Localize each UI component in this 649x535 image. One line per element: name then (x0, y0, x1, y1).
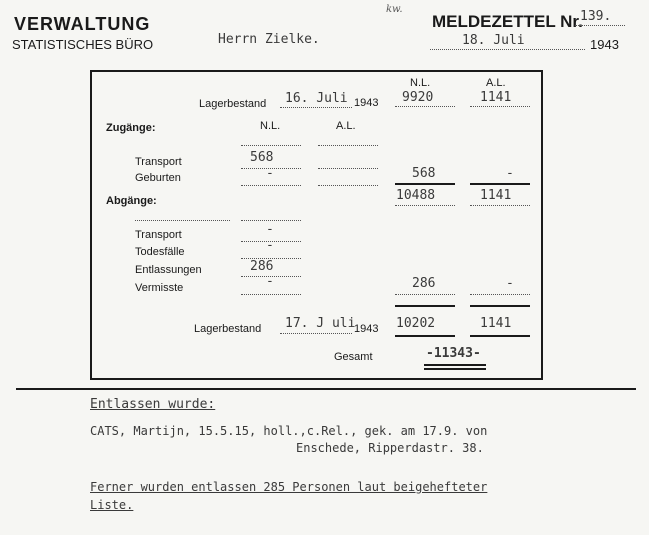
opening-date-line (280, 107, 352, 108)
doc-number-line (575, 25, 625, 26)
additions-sum-rule (395, 183, 455, 185)
after-additions-al-line (470, 205, 530, 206)
removals-blank-nl (241, 220, 301, 221)
opening-al-line (470, 106, 530, 107)
additions-subheader-nl: N.L. (260, 120, 281, 132)
opening-nl-line (395, 106, 455, 107)
closing-stock-year: 1943 (354, 323, 379, 335)
doc-date: 18. Juli (462, 33, 525, 48)
additions-row-al-line (318, 185, 378, 186)
additions-heading: Zugänge: (106, 122, 156, 134)
release-heading: Entlassen wurde: (90, 397, 216, 412)
additions-row-nl-line (241, 185, 301, 186)
release-entry-line2: Enschede, Ripperdastr. 38. (296, 441, 484, 455)
grand-total-rule (424, 368, 486, 370)
after-additions-nl-line (395, 205, 455, 206)
col-header-al: A.L. (486, 77, 506, 89)
removals-row-nl-line (241, 294, 301, 295)
closing-stock-al: 1141 (480, 316, 512, 331)
doc-date-line (430, 49, 585, 50)
closing-stock-date: 17. J uli (285, 316, 356, 331)
closing-date-line (280, 333, 352, 334)
opening-stock-date: 16. Juli (285, 91, 348, 106)
additions-blank-al (318, 145, 378, 146)
removals-heading: Abgänge: (106, 195, 157, 207)
additions-blank-nl (241, 145, 301, 146)
grand-total-label: Gesamt (334, 351, 373, 363)
removals-row-label: Entlassungen (135, 264, 202, 276)
opening-stock-year: 1943 (354, 97, 379, 109)
removals-row-nl: 286 (250, 259, 274, 274)
additions-row-label: Geburten (135, 172, 181, 184)
col-header-nl: N.L. (410, 77, 431, 89)
removals-row-label: Transport (135, 229, 182, 241)
removals-row-nl: - (266, 274, 274, 289)
removals-row-label: Vermisste (135, 282, 184, 294)
additions-total-al: - (506, 166, 514, 181)
removals-row-label: Todesfälle (135, 246, 185, 258)
doc-number: 139. (580, 9, 612, 24)
removals-sum-rule (395, 305, 455, 307)
closing-stock-nl: 10202 (396, 316, 436, 331)
handwritten-annotation: kw. (386, 4, 403, 15)
opening-stock-label: Lagerbestand (199, 98, 267, 110)
additions-subheader-al: A.L. (336, 120, 356, 132)
additions-row-nl: - (266, 166, 274, 181)
after-additions-al: 1141 (480, 188, 512, 203)
org-subtitle: STATISTISCHES BÜRO (12, 37, 154, 52)
org-title: VERWALTUNG (14, 14, 151, 34)
recipient: Herrn Zielke. (218, 32, 320, 47)
removals-row-nl: - (266, 238, 274, 253)
additions-total-nl: 568 (412, 166, 436, 181)
additions-sum-rule (470, 183, 530, 185)
doc-title: MELDEZETTEL Nr. (432, 12, 583, 31)
additions-row-al-line (318, 168, 378, 169)
opening-stock-al: 1141 (480, 90, 512, 105)
removals-total-nl: 286 (412, 276, 436, 291)
closing-sum-rule (470, 335, 530, 337)
removals-row-nl: - (266, 222, 274, 237)
grand-total-rule (424, 364, 486, 366)
after-additions-nl: 10488 (396, 188, 436, 203)
opening-stock-nl: 9920 (402, 90, 434, 105)
removals-total-al-line (470, 294, 530, 295)
removals-total-al: - (506, 276, 514, 291)
page-separator (16, 388, 636, 390)
release-footer-line1: Ferner wurden entlassen 285 Personen laut beigehefteter (90, 480, 488, 494)
additions-row-label: Transport (135, 156, 182, 168)
closing-sum-rule (395, 335, 455, 337)
grand-total-value: -11343- (426, 346, 481, 361)
removals-blank-label (135, 220, 230, 221)
closing-stock-label: Lagerbestand (194, 323, 262, 335)
release-footer-line2: Liste. (90, 498, 134, 512)
additions-row-nl: 568 (250, 150, 274, 165)
removals-total-nl-line (395, 294, 455, 295)
release-entry-line1: CATS, Martijn, 15.5.15, holl.,c.Rel., gek. am 17.9. von (90, 424, 488, 438)
removals-sum-rule (470, 305, 530, 307)
doc-year: 1943 (590, 37, 619, 52)
